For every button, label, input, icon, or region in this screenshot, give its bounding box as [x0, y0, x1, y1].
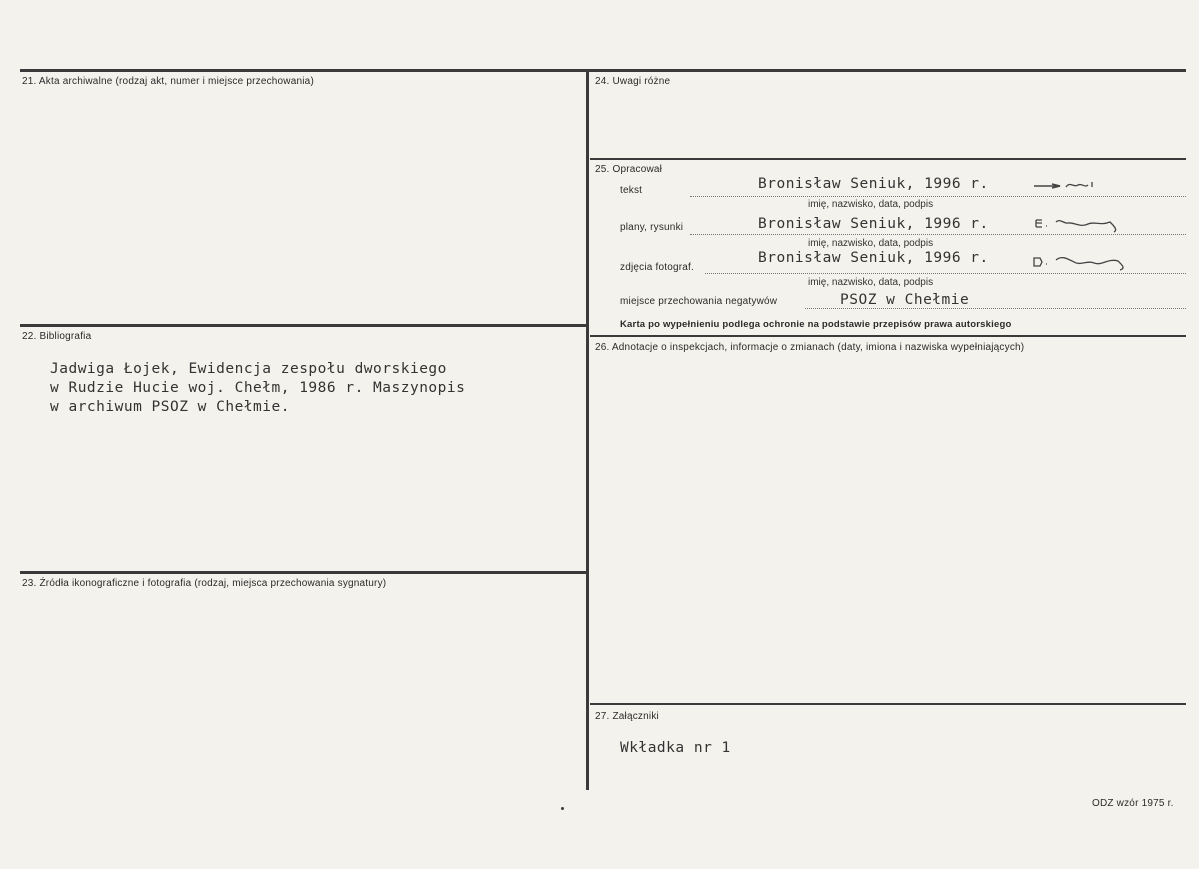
section-27-label: 27. Załączniki: [595, 711, 659, 722]
attachments-value: Wkładka nr 1: [620, 740, 731, 756]
signature-text: [1030, 176, 1102, 194]
author-text-label: tekst: [620, 185, 643, 196]
author-plans-value: Bronisław Seniuk, 1996 r.: [758, 216, 989, 232]
author-plans-caption: imię, nazwisko, data, podpis: [808, 238, 934, 249]
section-25-label: 25. Opracował: [595, 164, 663, 175]
author-text-caption: imię, nazwisko, data, podpis: [808, 199, 934, 210]
section-26-label: 26. Adnotacje o inspekcjach, informacje o zmianach (daty, imiona i nazwiska wypełniających): [595, 342, 1025, 353]
section-21-label: 21. Akta archiwalne (rodzaj akt, numer i miejsce przechowania): [22, 76, 314, 87]
form-code: ODZ wzór 1975 r.: [1092, 798, 1174, 809]
author-plans-line: [690, 234, 1186, 235]
negatives-line: [805, 308, 1186, 309]
center-divider: [586, 72, 589, 790]
bibliography-line-1: Jadwiga Łojek, Ewidencja zespołu dworskiego: [50, 361, 447, 377]
top-rule: [20, 69, 1186, 72]
rule-right-25: [590, 158, 1186, 160]
rule-right-26: [590, 335, 1186, 337]
author-photos-value: Bronisław Seniuk, 1996 r.: [758, 250, 989, 266]
bibliography-line-3: w archiwum PSOZ w Chełmie.: [50, 399, 290, 415]
negatives-value: PSOZ w Chełmie: [840, 292, 970, 308]
copyright-notice: Karta po wypełnieniu podlega ochronie na podstawie przepisów prawa autorskiego: [620, 319, 1012, 330]
rule-left-23: [20, 571, 586, 574]
section-24-label: 24. Uwagi różne: [595, 76, 671, 87]
rule-right-27: [590, 703, 1186, 705]
signature-photos: [1028, 250, 1138, 272]
section-23-label: 23. Źródła ikonograficzne i fotografia (rodzaj, miejsca przechowania sygnatury): [22, 578, 387, 589]
rule-left-22: [20, 324, 586, 327]
author-text-value: Bronisław Seniuk, 1996 r.: [758, 176, 989, 192]
center-divider-dot: [561, 807, 564, 810]
author-photos-label: zdjęcia fotograf.: [620, 262, 694, 273]
author-photos-caption: imię, nazwisko, data, podpis: [808, 277, 934, 288]
author-photos-line: [705, 273, 1186, 274]
signature-plans: [1030, 214, 1130, 234]
author-text-line: [690, 196, 1186, 197]
author-plans-label: plany, rysunki: [620, 222, 684, 233]
negatives-label: miejsce przechowania negatywów: [620, 296, 778, 307]
section-22-label: 22. Bibliografia: [22, 331, 92, 342]
bibliography-line-2: w Rudzie Hucie woj. Chełm, 1986 r. Maszynopis: [50, 380, 466, 396]
